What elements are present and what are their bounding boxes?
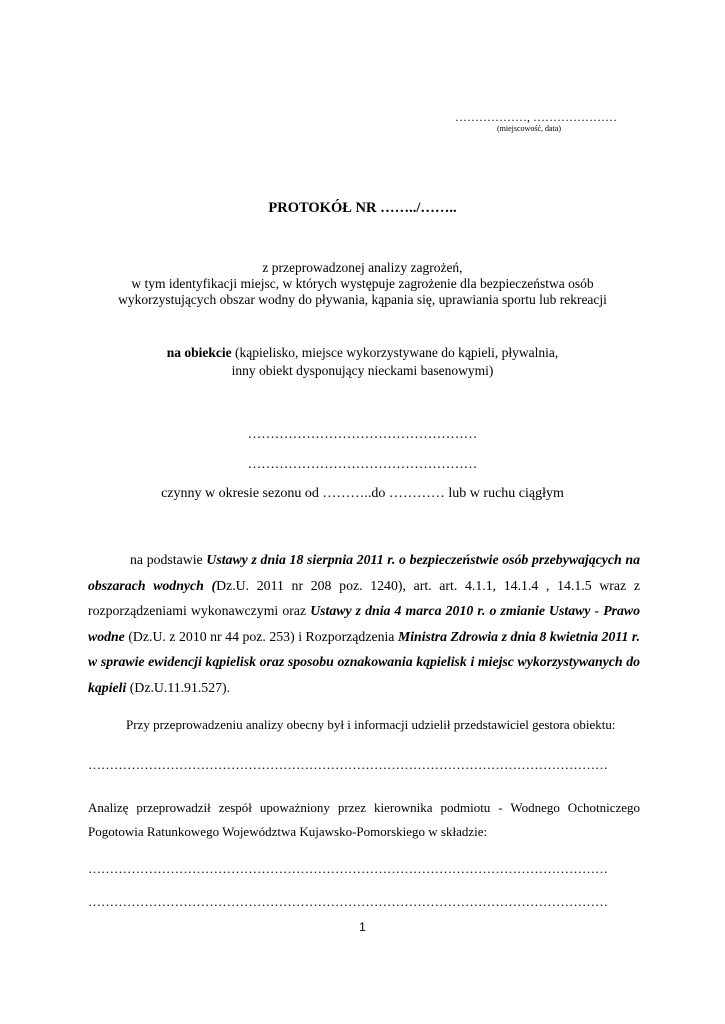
legal-act-3: Ministra Zdrowia z dnia 8 kwietnia 2011 r. w sprawie ewidencji kąpielisk oraz sposobu oznakowania kąpielisk i miejsc wykorzystywanych do kąpieli bbox=[88, 628, 640, 695]
document-title: PROTOKÓŁ NR ……../…….. bbox=[268, 200, 457, 216]
page-number: 1 bbox=[359, 920, 366, 934]
object-desc-2: inny obiekt dysponujący nieckami basenowymi) bbox=[231, 363, 494, 378]
attendee-text: Przy przeprowadzeniu analizy obecny był i informacji udzielił przedstawiciel gestora obiektu: bbox=[126, 717, 616, 732]
legal-act-2: Ustawy z dnia 4 marca 2010 r. o zmianie Ustawy - Prawo wodne bbox=[88, 603, 641, 644]
object-name-dots-2: …………………………………………… bbox=[247, 456, 478, 471]
team-text: Analizę przeprowadził zespół upoważniony przez kierownika podmiotu - Wodnego Ochotniczego Pogotowia Ratunkowego Województwa Kujawsko-Pomorskiego w składzie: bbox=[88, 800, 640, 839]
season-text: czynny w okresie sezonu od ………..do ………… lub w ruchu ciągłym bbox=[161, 486, 564, 501]
place-date-dots: ………………, ………………… bbox=[455, 110, 617, 124]
intro-text bbox=[0, 260, 725, 308]
place-date-label: (miejscowość, data) bbox=[497, 124, 561, 133]
team-dotted-line-1: ………………………………………………………………………………………………………… bbox=[88, 861, 608, 876]
object-label: na obiekcie bbox=[166, 345, 232, 360]
legal-act-1: Ustawy z dnia 18 sierpnia 2011 r. o bezpieczeństwie osób przebywających na obszarach wodnych ( bbox=[88, 552, 640, 593]
legal-text-1: na podstawie bbox=[130, 552, 207, 567]
legal-text-2: Dz.U. 2011 nr 208 poz. 1240), art. art. 4.1.1, 14.1.4 , 14.1.5 wraz z rozporządzeniami wykonawczymi oraz bbox=[88, 577, 640, 618]
intro-line-1: z przeprowadzonej analizy zagrożeń, bbox=[262, 260, 463, 275]
attendee-dotted-line: ………………………………………………………………………………………………………… bbox=[88, 757, 608, 772]
intro-line-3: wykorzystujących obszar wodny do pływania, kąpania się, uprawiania sportu lub rekreacji bbox=[118, 292, 607, 307]
legal-basis-paragraph bbox=[88, 547, 640, 700]
legal-text-4: (Dz.U.11.91.527). bbox=[126, 679, 231, 695]
object-name-dots-1: …………………………………………… bbox=[247, 426, 478, 441]
legal-text-3: (Dz.U. z 2010 nr 44 poz. 253) i Rozporządzenia bbox=[124, 628, 398, 644]
object-block bbox=[0, 344, 725, 380]
team-dotted-line-2: ………………………………………………………………………………………………………… bbox=[88, 894, 608, 909]
object-desc-1: (kąpielisko, miejsce wykorzystywane do kąpieli, pływalnia, bbox=[231, 345, 559, 360]
intro-line-2: w tym identyfikacji miejsc, w których występuje zagrożenie dla bezpieczeństwa osób bbox=[131, 276, 594, 291]
